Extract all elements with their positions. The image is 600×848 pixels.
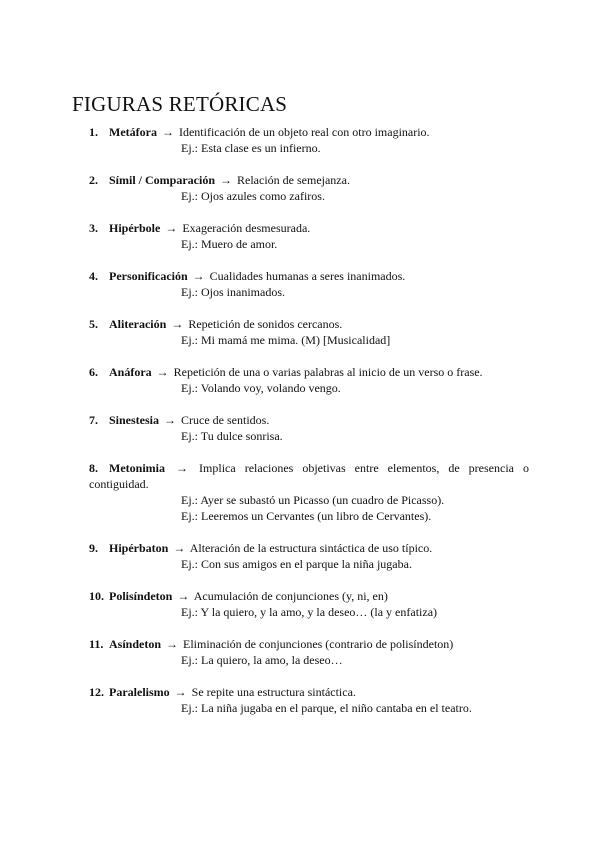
figure-example: Ej.: La niña jugaba en el parque, el niño cantaba en el teatro. — [181, 701, 472, 715]
figure-term: Aliteración — [109, 317, 167, 331]
arrow-icon: → — [164, 413, 177, 427]
figure-description: Identificación de un objeto real con otro imaginario. — [178, 125, 430, 139]
figure-heading — [89, 684, 529, 700]
figure-term: Hipérbole — [109, 221, 161, 235]
figure-heading — [89, 316, 529, 332]
arrow-icon: → — [220, 173, 233, 187]
figure-example: Ej.: Mi mamá me mima. (M) [Musicalidad] — [181, 333, 391, 347]
figure-description: Se repite una estructura sintáctica. — [191, 685, 356, 699]
figure-number: 11. — [89, 637, 104, 651]
figure-description: Cruce de sentidos. — [181, 413, 270, 427]
figure-number: 3. — [89, 221, 98, 235]
figure-example: Ej.: Tu dulce sonrisa. — [181, 429, 283, 443]
figure-description: Eliminación de conjunciones (contrario de polisíndeton) — [183, 637, 454, 651]
figure-heading — [89, 268, 529, 284]
figure-example: Ej.: Ojos inanimados. — [181, 285, 285, 299]
figure-example: Ej.: Muero de amor. — [181, 237, 278, 251]
figure-number: 6. — [89, 365, 98, 379]
figure-item-12 — [89, 684, 529, 716]
arrow-icon: → — [177, 589, 190, 603]
figure-heading — [89, 364, 529, 380]
arrow-icon: → — [174, 685, 187, 699]
figure-number: 1. — [89, 125, 98, 139]
figure-item-6 — [89, 364, 529, 396]
figure-example: Ej.: La quiero, la amo, la deseo… — [181, 653, 343, 667]
figure-number: 9. — [89, 541, 98, 555]
figure-term: Anáfora — [109, 365, 152, 379]
figure-item-10 — [89, 588, 529, 620]
figure-description: Exageración desmesurada. — [182, 221, 311, 235]
figure-description: Relación de semejanza. — [237, 173, 350, 187]
figure-number: 12. — [89, 685, 104, 699]
figure-heading — [89, 124, 529, 140]
figure-term: Hipérbaton — [109, 541, 169, 555]
figure-number: 5. — [89, 317, 98, 331]
arrow-icon: → — [156, 365, 169, 379]
arrow-icon: → — [176, 461, 189, 475]
figure-term: Metáfora — [109, 125, 157, 139]
figure-example: Ej.: Volando voy, volando vengo. — [181, 381, 341, 395]
figure-term: Asíndeton — [109, 637, 162, 651]
figure-example: Ej.: Y la quiero, y la amo, y la deseo… (la y enfatiza) — [181, 605, 438, 619]
figure-number: 8. — [89, 461, 98, 475]
figure-item-11 — [89, 636, 529, 668]
figure-item-8 — [89, 460, 529, 524]
figure-term: Sinestesia — [109, 413, 160, 427]
figure-number: 2. — [89, 173, 98, 187]
figure-description: Implica relaciones objetivas entre elementos, de presencia o contiguidad. — [89, 461, 529, 491]
figure-term: Polisíndeton — [109, 589, 173, 603]
figure-term: Símil / Comparación — [109, 173, 216, 187]
figure-item-9 — [89, 540, 529, 572]
figure-heading — [89, 588, 529, 604]
figure-description: Cualidades humanas a seres inanimados. — [209, 269, 406, 283]
arrow-icon: → — [171, 317, 184, 331]
figure-number: 10. — [89, 589, 104, 603]
figure-heading — [89, 540, 529, 556]
figure-example: Ej.: Esta clase es un infierno. — [181, 141, 321, 155]
arrow-icon: → — [161, 125, 174, 139]
figure-heading — [89, 172, 529, 188]
figure-example: Ej.: Ojos azules como zafiros. — [181, 189, 325, 203]
figure-description: Repetición de una o varias palabras al inicio de un verso o frase. — [173, 365, 483, 379]
figure-term: Metonimia — [109, 461, 165, 475]
figure-number: 7. — [89, 413, 98, 427]
figure-item-3 — [89, 220, 529, 252]
figure-item-5 — [89, 316, 529, 348]
figure-heading — [89, 220, 529, 236]
figure-item-1 — [89, 124, 529, 156]
figure-description: Repetición de sonidos cercanos. — [188, 317, 343, 331]
figure-item-2 — [89, 172, 529, 204]
figure-item-7 — [89, 412, 529, 444]
figure-example: Ej.: Ayer se subastó un Picasso (un cuadro de Picasso). — [181, 493, 445, 507]
figure-term: Personificación — [109, 269, 188, 283]
figure-item-4 — [89, 268, 529, 300]
figure-heading — [89, 412, 529, 428]
arrow-icon: → — [165, 221, 178, 235]
arrow-icon: → — [192, 269, 205, 283]
arrow-icon: → — [173, 541, 186, 555]
figure-example: Ej.: Con sus amigos en el parque la niña jugaba. — [181, 557, 412, 571]
figure-example: Ej.: Leeremos un Cervantes (un libro de Cervantes). — [181, 509, 432, 523]
figure-heading — [89, 636, 529, 652]
figure-description: Alteración de la estructura sintáctica de uso típico. — [189, 541, 433, 555]
figure-description: Acumulación de conjunciones (y, ni, en) — [193, 589, 388, 603]
figure-heading — [89, 460, 529, 492]
figure-term: Paralelismo — [109, 685, 170, 699]
page-title: FIGURAS RETÓRICAS — [72, 92, 288, 116]
figure-number: 4. — [89, 269, 98, 283]
arrow-icon: → — [166, 637, 179, 651]
